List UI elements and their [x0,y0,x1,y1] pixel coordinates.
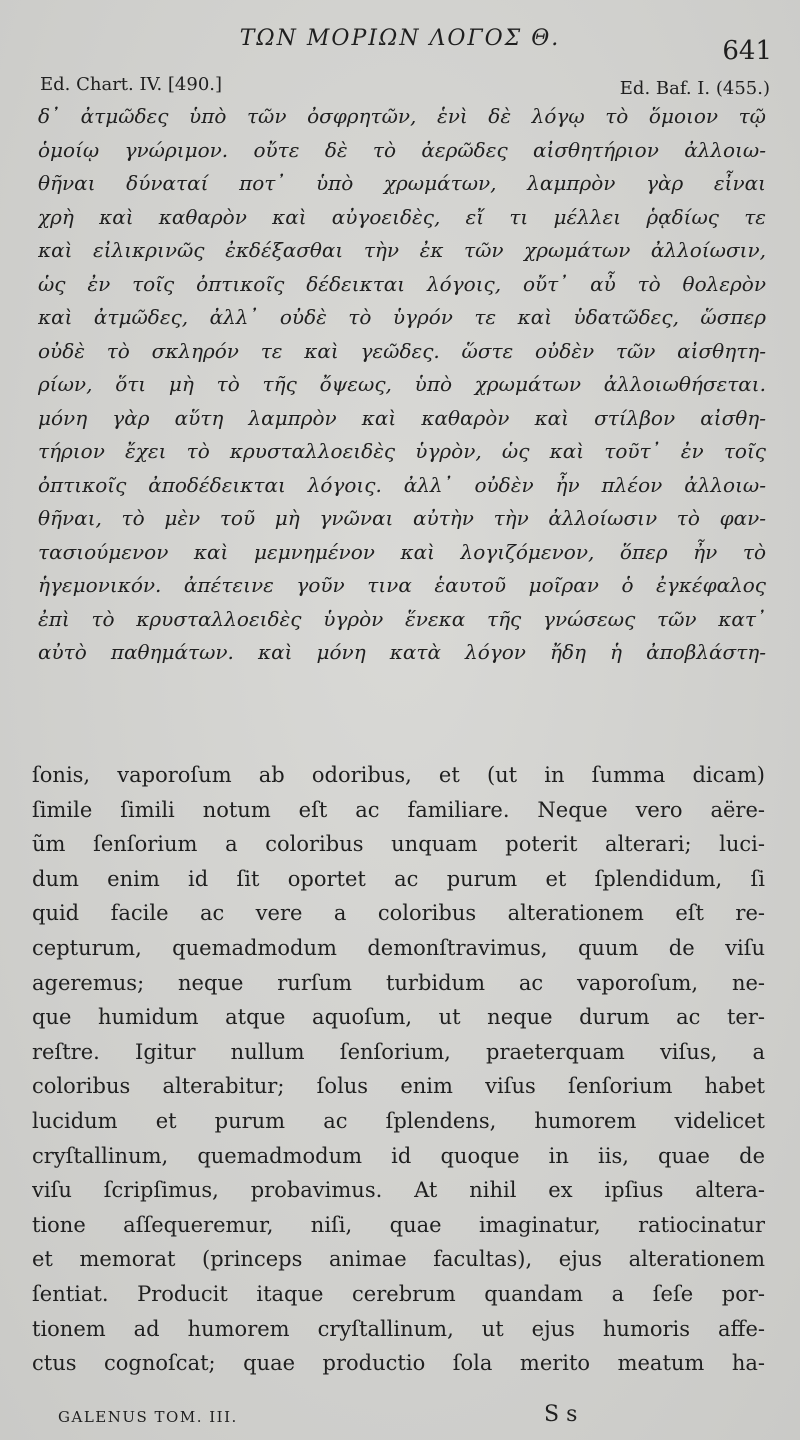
running-head: ΤΩΝ ΜΟΡΙΩΝ ΛΟΓΟΣ Θ. [239,26,561,51]
greek-text-line: θῆναι, τὸ μὲν τοῦ μὴ γνῶναι αὐτὴν τὴν ἀλλοίωσιν τὸ φαν- [38,506,766,530]
latin-text-line: cepturum, quemadmodum demonſtravimus, quum de viſu [32,935,765,960]
latin-text-line: coloribus alterabitur; ſolus enim viſus ſenſorium habet [32,1074,765,1099]
latin-text-line: que humidum atque aquoſum, ut neque durum ac ter- [32,1005,765,1030]
greek-text-line: δ᾽ ἀτμῶδες ὑπὸ τῶν ὀσφρητῶν, ἑνὶ δὲ λόγῳ τὸ ὅμοιον τῷ [38,104,766,128]
greek-text-line: ρίων, ὅτι μὴ τὸ τῆς ὄψεως, ὑπὸ χρωμάτων ἀλλοιωθήσεται. [38,372,766,396]
latin-text-line: reſtre. Igitur nullum ſenſorium, praeterquam viſus, a [32,1039,765,1064]
latin-text-line: tionem ad humorem cryſtallinum, ut ejus humoris affe- [32,1316,765,1341]
greek-text-block [38,100,766,670]
greek-text-line: θῆναι δύναταί ποτ᾽ ὑπὸ χρωμάτων, λαμπρὸν γὰρ εἶναι [38,171,766,195]
greek-text-line: μόνη γὰρ αὕτη λαμπρὸν καὶ καθαρὸν καὶ στίλβον αἰσθη- [38,405,766,430]
latin-text-line: viſu ſcripſimus, probavimus. At nihil ex ipſius altera- [32,1178,765,1203]
latin-text-line: ageremus; neque rurſum turbidum ac vaporoſum, ne- [32,970,765,995]
latin-text-line: et memorat (princeps animae facultas), ejus alterationem [32,1247,765,1272]
greek-text-line: ὁμοίῳ γνώριμον. οὔτε δὲ τὸ ἀερῶδες αἰσθητήριον ἀλλοιω- [38,137,766,162]
latin-text-line: tione aſſequeremur, niſi, quae imaginatur, ratiocinatur [32,1212,765,1237]
signature-mark: S s [544,1402,578,1427]
latin-text-line: lucidum et purum ac ſplendens, humorem videlicet [32,1108,765,1133]
latin-text-line: ſimile ſimili notum eſt ac familiare. Neque vero aëre- [32,797,765,822]
latin-text-line: quid facile ac vere a coloribus alterationem eſt re- [32,901,765,926]
greek-text-line: αὐτὸ παθημάτων. καὶ μόνη κατὰ λόγον ἤδη ἡ ἀποβλάστη- [38,640,766,664]
greek-text-line: ὀπτικοῖς ἀποδέδεικται λόγοις. ἀλλ᾽ οὐδὲν ἦν πλέον ἀλλοιω- [38,472,766,497]
latin-text-line: ſentiat. Producit itaque cerebrum quandam a ſeſe por- [32,1281,765,1306]
latin-text-line: ũm ſenſorium a coloribus unquam poterit alterari; luci- [32,832,765,857]
greek-text-line: τήριον ἔχει τὸ κρυσταλλοειδὲς ὑγρὸν, ὡς καὶ τοῦτ᾽ ἐν τοῖς [38,439,766,463]
greek-text-line: καὶ ἀτμῶδες, ἀλλ᾽ οὐδὲ τὸ ὑγρόν τε καὶ ὑδατῶδες, ὥσπερ [38,305,766,329]
latin-text-line: ctus cognoſcat; quae productio ſola merito meatum ha- [32,1351,765,1376]
latin-text-line: cryſtallinum, quemadmodum id quoque in iis, quae de [32,1143,765,1168]
greek-text-line: οὐδὲ τὸ σκληρόν τε καὶ γεῶδες. ὥστε οὐδὲν τῶν αἰσθητη- [38,338,766,363]
greek-text-line: ἡγεμονικόν. ἀπέτεινε γοῦν τινα ἑαυτοῦ μοῖραν ὁ ἐγκέφαλος [38,573,766,597]
volume-footer: GALENUS TOM. III. [58,1408,238,1426]
greek-text-line: τασιούμενον καὶ μεμνημένον καὶ λογιζόμενον, ὅπερ ἦν τὸ [38,539,766,564]
greek-text-line: χρὴ καὶ καθαρὸν καὶ αὐγοειδὲς, εἴ τι μέλλει ῥᾳδίως τε [38,204,766,229]
page-number: 641 [722,36,772,66]
latin-text-block [32,758,765,1381]
greek-text-line: ὡς ἐν τοῖς ὀπτικοῖς δέδεικται λόγοις, οὔτ᾽ αὖ τὸ θολερὸν [38,271,766,296]
edition-ref-chartier: Ed. Chart. IV. [490.] [40,74,223,95]
latin-text-line: ſonis, vaporoſum ab odoribus, et (ut in ſumma dicam) [32,763,765,787]
greek-text-line: καὶ εἰλικρινῶς ἐκδέξασθαι τὴν ἐκ τῶν χρωμάτων ἀλλοίωσιν, [38,238,766,262]
edition-ref-basel: Ed. Baf. I. (455.) [619,78,770,99]
latin-text-line: dum enim id ſit oportet ac purum et ſplendidum, ſi [32,866,765,891]
greek-text-line: ἐπὶ τὸ κρυσταλλοειδὲς ὑγρὸν ἕνεκα τῆς γνώσεως τῶν κατ᾽ [38,606,766,631]
